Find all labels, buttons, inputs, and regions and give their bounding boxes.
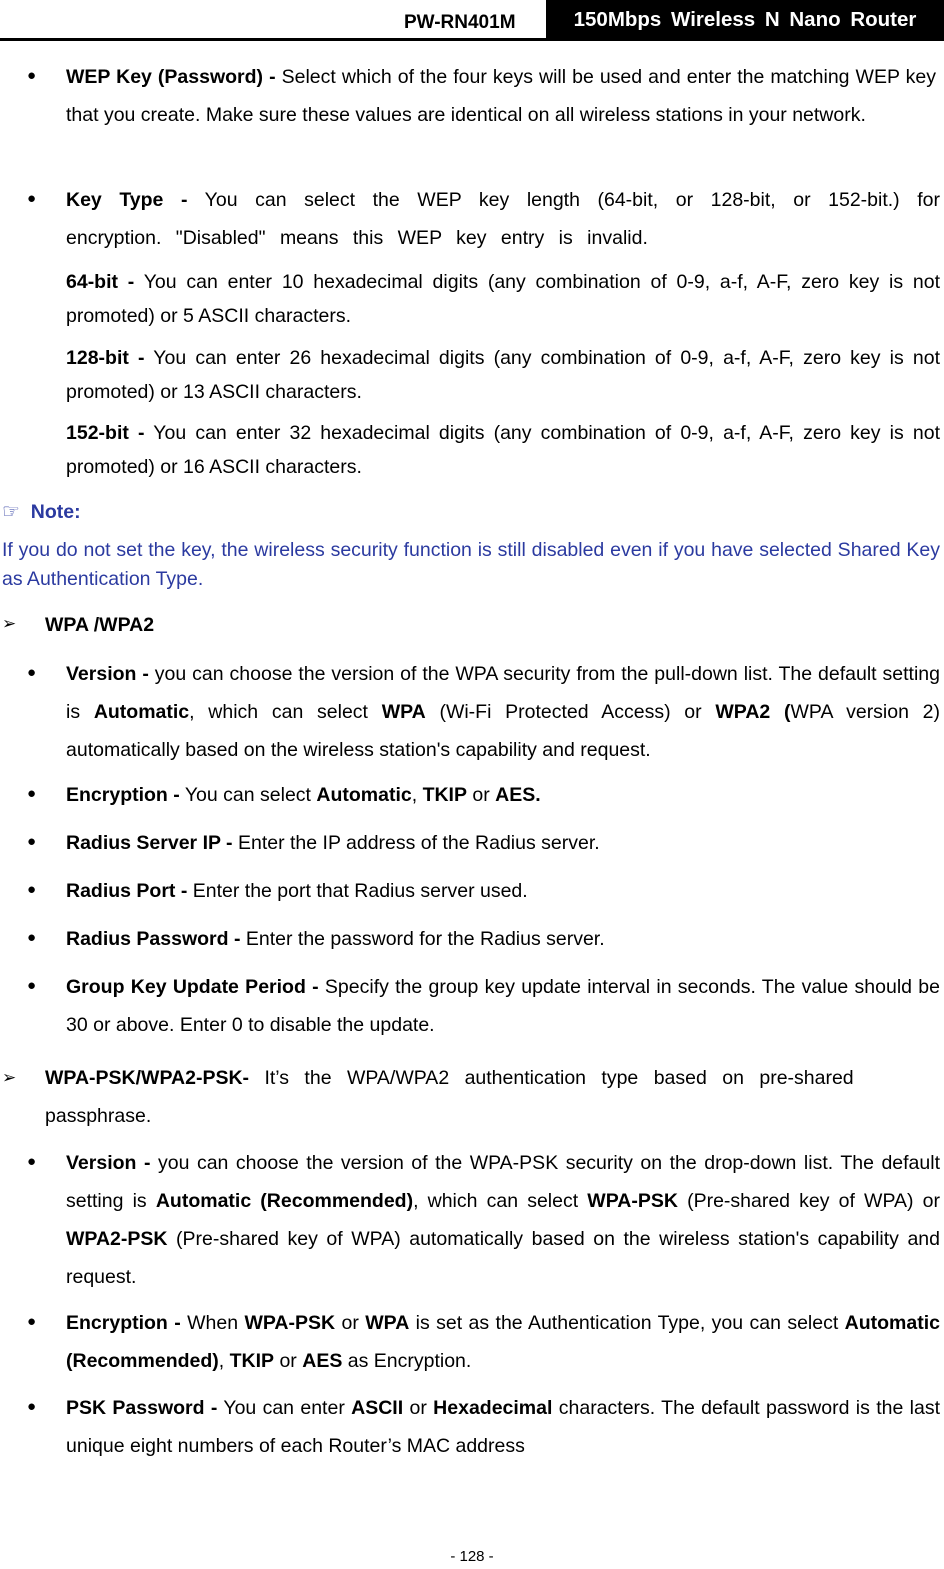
- wep-key-item: [66, 58, 936, 134]
- bullet-icon: ●: [27, 1398, 37, 1415]
- note-label: Note:: [30, 501, 81, 523]
- psk-password-hex: Hexadecimal: [433, 1397, 553, 1419]
- wpa-version-wpa: WPA: [381, 701, 426, 723]
- key-type-128bit: [66, 341, 940, 409]
- bit152-text: You can enter 32 hexadecimal digits (any combination of 0-9, a-f, A-F, zero key is not promoted) or 16 ASCII characters.: [66, 422, 940, 478]
- wpa-psk-heading: WPA-PSK/WPA2-PSK-: [45, 1067, 250, 1089]
- psk-version-wpa2psk: WPA2-PSK: [66, 1228, 168, 1250]
- bullet-icon: ●: [27, 67, 37, 84]
- wpa-encryption-aes: AES.: [495, 784, 541, 806]
- bit64-label: 64-bit -: [66, 271, 135, 293]
- wpa-encryption-label: Encryption -: [66, 784, 180, 806]
- psk-encryption-automatic: Automatic (Recommended): [66, 1312, 940, 1372]
- wpa-encryption-tkip: TKIP: [422, 784, 467, 806]
- note-text: If you do not set the key, the wireless security function is still disabled even if you have selected Shared Key as Authentication Type.: [2, 539, 940, 590]
- wpa-encryption-sep: ,: [411, 784, 423, 806]
- psk-password-label: PSK Password -: [66, 1397, 218, 1419]
- psk-encryption-text: When: [180, 1312, 245, 1334]
- psk-version-text: , which can select: [413, 1190, 588, 1212]
- bullet-icon: ●: [27, 1153, 37, 1170]
- bullet-icon: ●: [27, 1313, 37, 1330]
- wpa-heading: WPA /WPA2: [45, 614, 155, 636]
- psk-encryption-text: or: [335, 1312, 366, 1334]
- arrow-bullet-icon: ➢: [2, 614, 17, 633]
- bit128-label: 128-bit -: [66, 347, 145, 369]
- wep-key-label: WEP Key (Password) -: [66, 66, 276, 88]
- wpa-version-text: (Wi-Fi Protected Access) or: [425, 701, 716, 723]
- group-key-text: Specify the group key update interval in seconds. The value should be 30 or above. Enter 0 to disable the update.: [66, 976, 940, 1036]
- psk-encryption-text: or: [274, 1350, 303, 1372]
- psk-encryption-text: as Encryption.: [342, 1350, 472, 1372]
- wpa-encryption-text: You can select: [179, 784, 317, 806]
- bullet-icon: ●: [27, 977, 37, 994]
- psk-encryption-text: ,: [218, 1350, 230, 1372]
- psk-encryption-item: [66, 1304, 940, 1380]
- key-type-64bit: [66, 265, 940, 333]
- arrow-bullet-icon: ➢: [2, 1068, 17, 1087]
- bullet-icon: ●: [27, 833, 37, 850]
- psk-encryption-wpapsk: WPA-PSK: [244, 1312, 336, 1334]
- psk-version-text: you can choose the version of the WPA-PSK security on the drop-down list. The default setting is: [66, 1152, 940, 1212]
- key-type-item: [66, 181, 940, 257]
- psk-encryption-tkip: TKIP: [229, 1350, 275, 1372]
- wpa-psk-heading-text: It’s the WPA/WPA2 authentication type based on pre-shared passphrase.: [45, 1067, 854, 1127]
- page-header: [0, 0, 944, 41]
- wpa-version-text: you can choose the version of the WPA security from the pull-down list. The default setting is: [66, 663, 940, 723]
- radius-port-label: Radius Port -: [66, 880, 188, 902]
- wpa-version-text: WPA version 2) automatically based on the wireless station's capability and request.: [66, 701, 941, 761]
- bit152-label: 152-bit -: [66, 422, 145, 444]
- radius-ip-item: [66, 824, 940, 862]
- wep-key-text: Select which of the four keys will be used and enter the matching WEP key that you create. Make sure these values are identical on all wireless stations in your network.: [66, 66, 937, 126]
- group-key-label: Group Key Update Period -: [66, 976, 319, 998]
- wpa-encryption-or: or: [466, 784, 496, 806]
- psk-password-text: or: [403, 1397, 434, 1419]
- note-heading: [2, 493, 402, 531]
- bit128-text: You can enter 26 hexadecimal digits (any combination of 0-9, a-f, A-F, zero key is not promoted) or 13 ASCII characters.: [66, 347, 940, 403]
- header-title: 150Mbps Wireless N Nano Router: [546, 0, 944, 38]
- psk-version-label: Version -: [66, 1152, 151, 1174]
- bit64-text: You can enter 10 hexadecimal digits (any combination of 0-9, a-f, A-F, zero key is not promoted) or 5 ASCII characters.: [66, 271, 940, 327]
- group-key-item: [66, 968, 940, 1044]
- radius-ip-label: Radius Server IP -: [66, 832, 233, 854]
- radius-ip-text: Enter the IP address of the Radius server.: [232, 832, 600, 854]
- bullet-icon: ●: [27, 881, 37, 898]
- key-type-152bit: [66, 416, 940, 484]
- page-number: - 128 -: [450, 1548, 494, 1565]
- radius-port-text: Enter the port that Radius server used.: [187, 880, 528, 902]
- key-type-label: Key Type -: [66, 189, 188, 211]
- psk-password-text: You can enter: [217, 1397, 352, 1419]
- psk-password-text: characters. The default password is the last unique eight numbers of each Router’s MAC address: [66, 1397, 940, 1457]
- psk-encryption-aes: AES: [302, 1350, 343, 1372]
- psk-version-automatic: Automatic (Recommended): [155, 1190, 414, 1212]
- header-model: PW-RN401M: [404, 12, 516, 33]
- bullet-icon: ●: [27, 190, 37, 207]
- bullet-icon: ●: [27, 929, 37, 946]
- bullet-icon: ●: [27, 785, 37, 802]
- psk-version-wpapsk: WPA-PSK: [587, 1190, 678, 1212]
- radius-password-label: Radius Password -: [66, 928, 241, 950]
- wpa-psk-heading-item: [45, 1059, 931, 1135]
- psk-version-text: (Pre-shared key of WPA) or: [677, 1190, 940, 1212]
- radius-password-item: [66, 920, 940, 958]
- pointing-hand-icon: ☞: [2, 501, 20, 523]
- bullet-icon: ●: [27, 664, 37, 681]
- psk-encryption-wpa: WPA: [365, 1312, 410, 1334]
- wpa-encryption-automatic: Automatic: [316, 784, 412, 806]
- psk-version-text: (Pre-shared key of WPA) automatically based on the wireless station's capability and request.: [66, 1228, 940, 1288]
- key-type-text: You can select the WEP key length (64-bit, or 128-bit, or 152-bit.) for encryption. "Disabled" means this WEP key entry is invalid.: [66, 189, 940, 249]
- psk-version-item: [66, 1144, 940, 1296]
- wpa-version-item: [66, 655, 940, 769]
- wpa-version-automatic: Automatic: [93, 701, 190, 723]
- wpa-version-label: Version -: [66, 663, 149, 685]
- psk-encryption-text: is set as the Authentication Type, you can select: [409, 1312, 845, 1334]
- radius-port-item: [66, 872, 940, 910]
- psk-encryption-label: Encryption -: [66, 1312, 181, 1334]
- radius-password-text: Enter the password for the Radius server.: [240, 928, 605, 950]
- psk-password-item: [66, 1389, 940, 1465]
- psk-password-ascii: ASCII: [351, 1397, 404, 1419]
- wpa-version-text: , which can select: [189, 701, 382, 723]
- wpa-encryption-item: [66, 776, 940, 814]
- wpa-version-wpa2: WPA2 (: [715, 701, 791, 723]
